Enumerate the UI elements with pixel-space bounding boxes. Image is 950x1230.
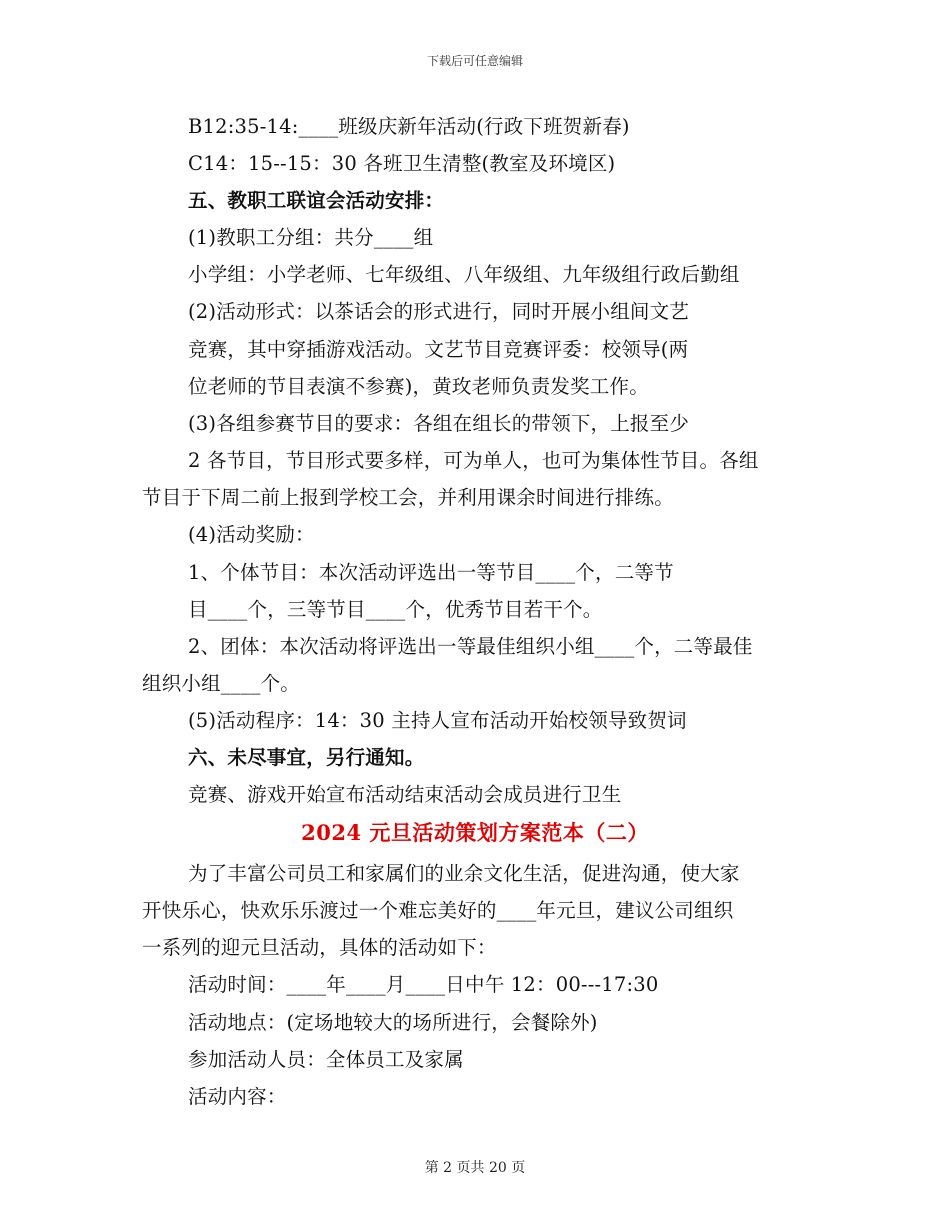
text-line: (5)活动程序：14：30 主持人宣布活动开始校领导致贺词	[188, 709, 687, 732]
text-line: 一系列的迎元旦活动，具体的活动如下：	[142, 936, 497, 959]
text-line: B12:35-14:____班级庆新年活动(行政下班贺新春)	[188, 115, 630, 138]
text-line: 1、个体节目：本次活动评选出一等节目____个，二等节	[188, 561, 674, 584]
text-line: (1)教职工分组：共分____组	[188, 226, 434, 249]
text-line: 开快乐心，快欢乐乐渡过一个难忘美好的____年元旦，建议公司组织	[142, 899, 734, 922]
text-line: 为了丰富公司员工和家属们的业余文化生活，促进沟通，使大家	[188, 862, 740, 885]
text-line: 活动地点：(定场地较大的场所进行，会餐除外)	[188, 1011, 598, 1034]
text-line: 参加活动人员：全体员工及家属	[188, 1048, 464, 1071]
text-line: 2 各节目，节目形式要多样，可为单人，也可为集体性节目。各组	[188, 449, 759, 472]
text-line: (2)活动形式：以茶话会的形式进行，同时开展小组间文艺	[188, 300, 690, 323]
text-line: 组织小组____个。	[142, 672, 301, 695]
page-footer: 第 2 页共 20 页	[424, 1160, 526, 1176]
text-line: 2、团体：本次活动将评选出一等最佳组织小组____个，二等最佳	[188, 635, 753, 658]
text-line: 目____个，三等节目____个，优秀节目若干个。	[188, 598, 603, 621]
text-line: 活动内容：	[188, 1085, 287, 1108]
text-line: 竞赛、游戏开始宣布活动结束活动会成员进行卫生	[188, 783, 622, 806]
text-line: 位老师的节目表演不参赛)，黄玫老师负责发奖工作。	[188, 375, 649, 398]
text-line: (4)活动奖励：	[188, 523, 315, 546]
text-line: 小学组：小学老师、七年级组、八年级组、九年级组行政后勤组	[188, 263, 740, 286]
text-line: 活动时间：____年____月____日中午 12：00---17:30	[188, 973, 659, 996]
text-line: (3)各组参赛节目的要求：各组在组长的带领下，上报至少	[188, 412, 690, 435]
text-line: 竞赛，其中穿插游戏活动。文艺节目竞赛评委：校领导(两	[188, 338, 689, 361]
section-heading: 六、未尽事宜，另行通知。	[188, 746, 425, 769]
text-line: C14：15--15：30 各班卫生清整(教室及环境区)	[188, 152, 616, 175]
text-line: 节目于下周二前上报到学校工会，并利用课余时间进行排练。	[142, 486, 674, 509]
section-heading: 五、教职工联谊会活动安排：	[188, 189, 445, 212]
page-header: 下载后可任意编辑	[426, 54, 523, 68]
section-title: 2024 元旦活动策划方案范本（二）	[301, 820, 649, 845]
